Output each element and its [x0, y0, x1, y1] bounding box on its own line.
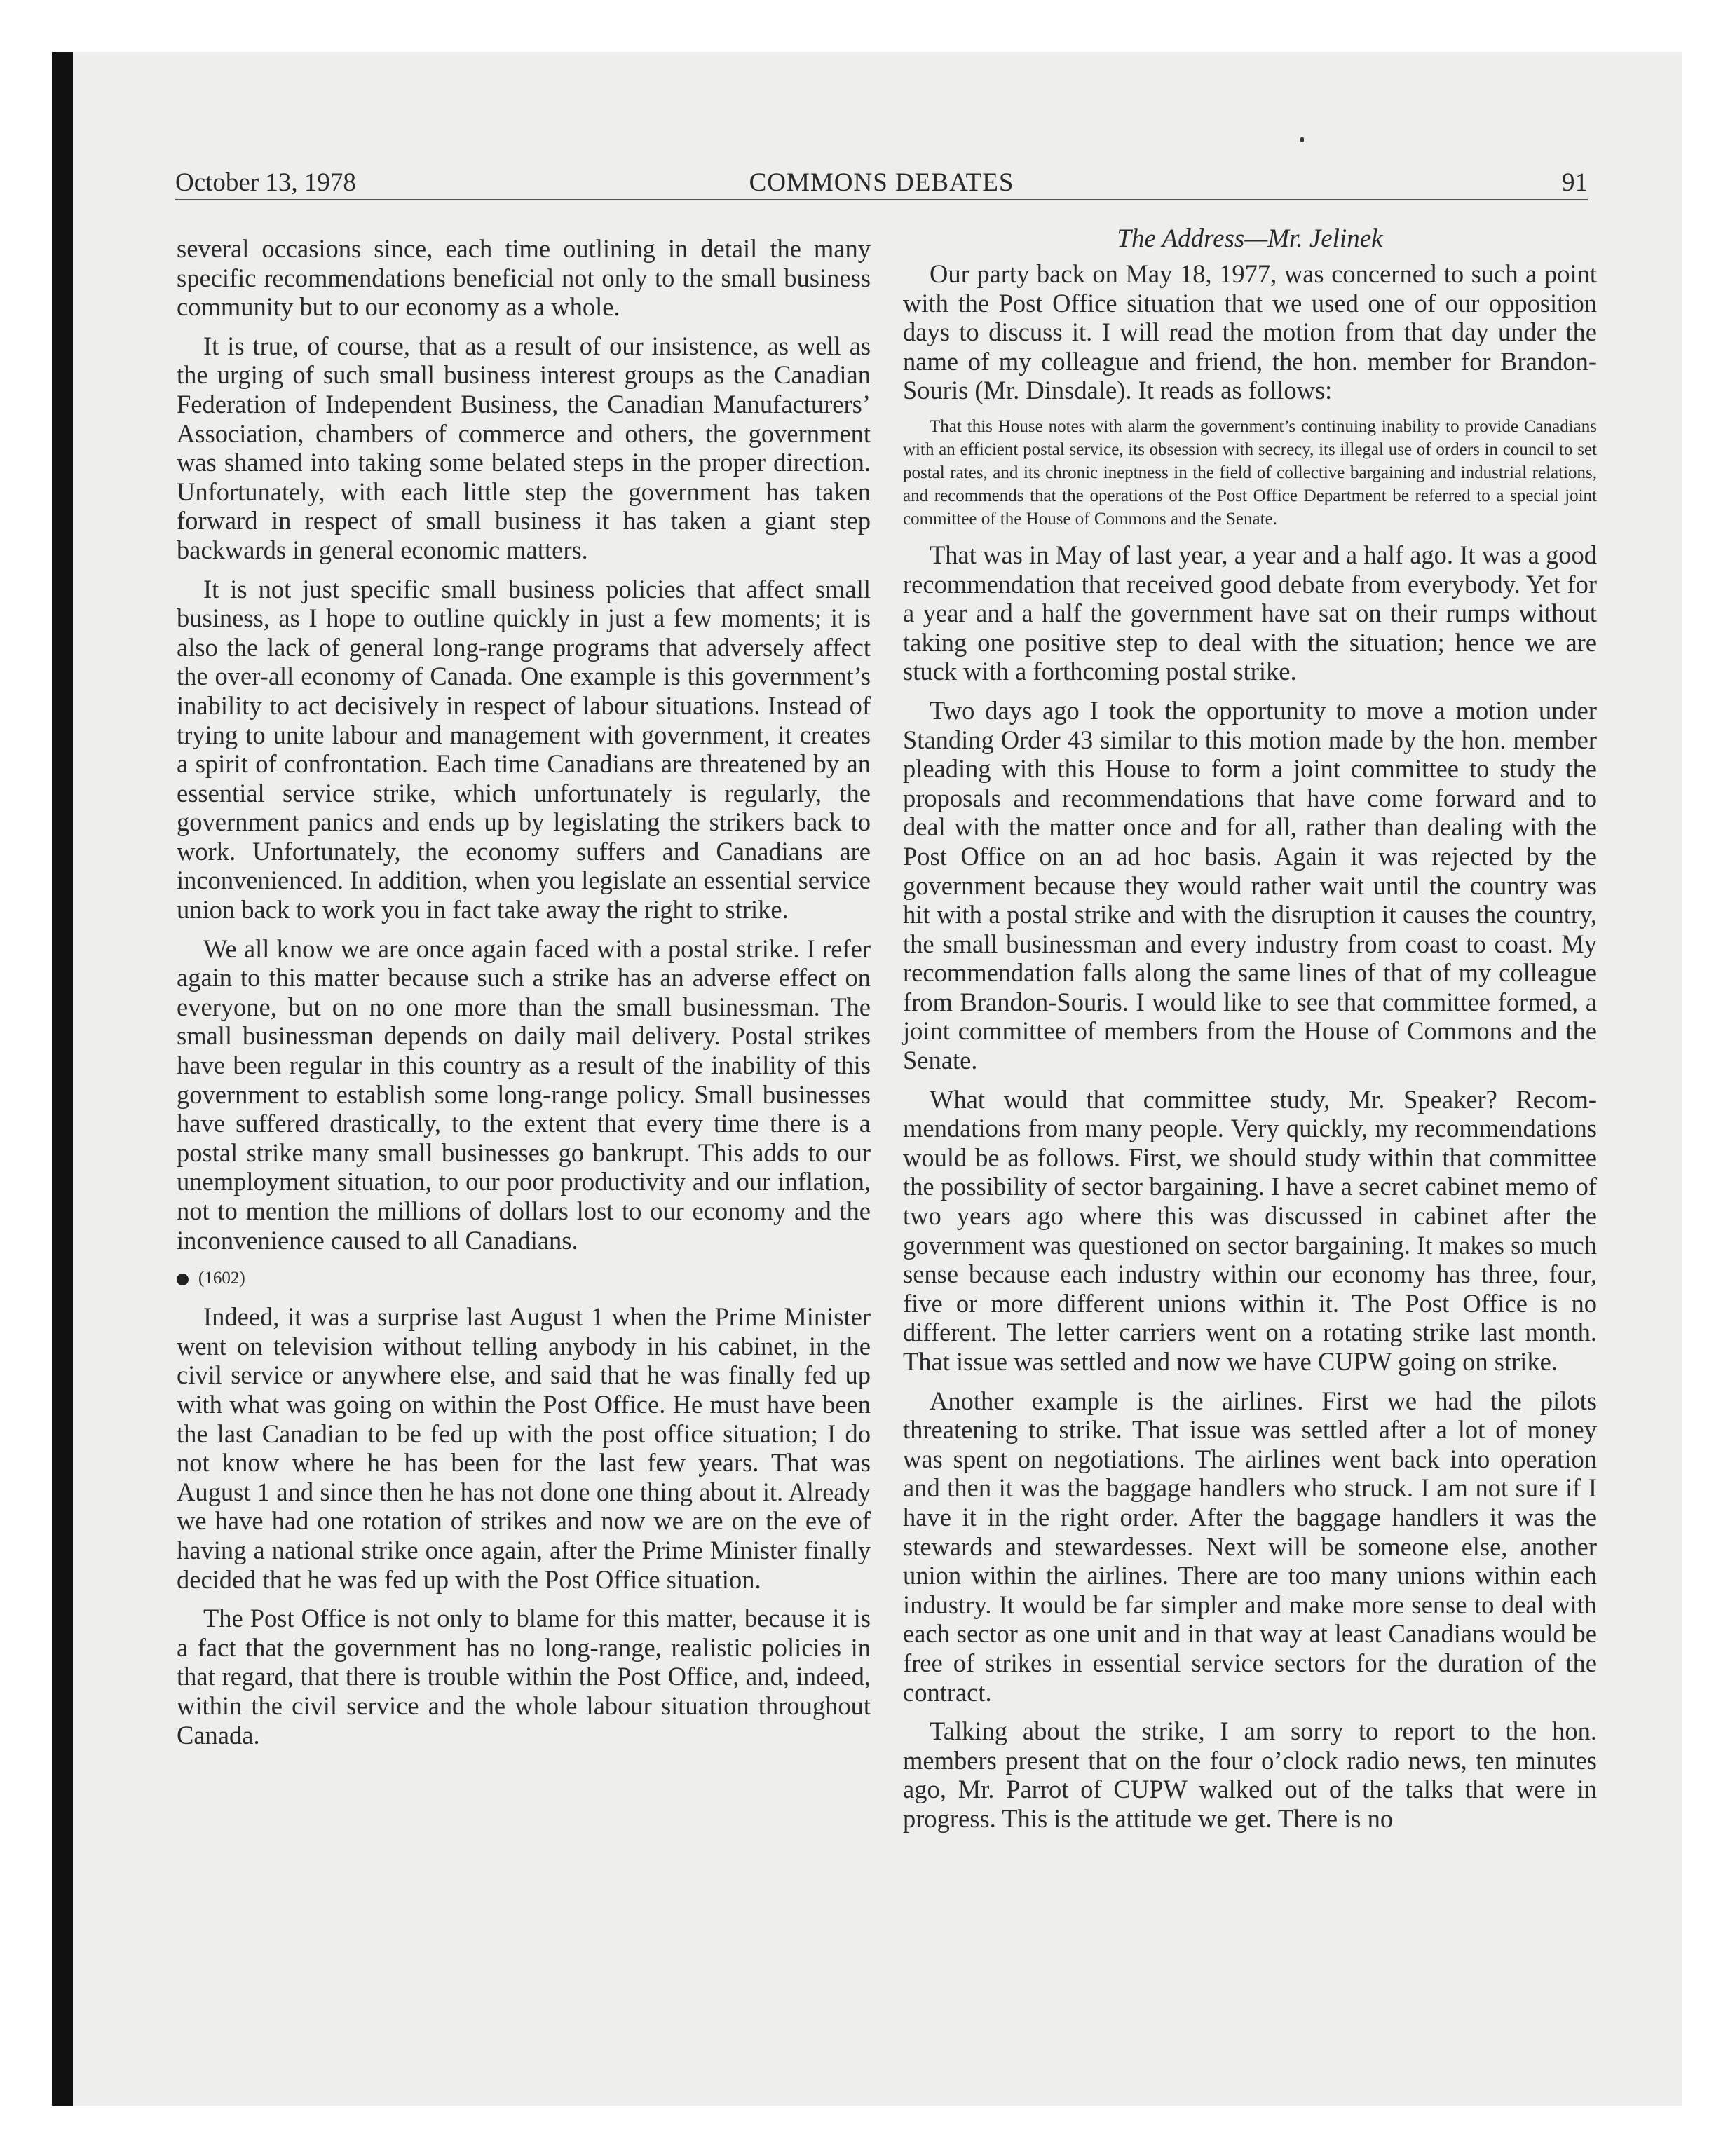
bullet-icon [177, 1274, 189, 1285]
running-header [175, 167, 1588, 200]
quoted-motion: That this House notes with alarm the government’s continuing inability to provide Canadians with an efficient postal service, its obsession with secrecy, its illegal use of orders in council to set postal rates, and its chronic ineptness in the field of collective bargaining and industrial relations, and recommends that the operations of the Post Office Department be referred to a special joint committee of the House of Commons and the Senate. [903, 416, 1597, 528]
paragraph: several occasions since, each time outlining in detail the many specific recommendations beneficial not only to the small business community but to our economy as a whole. [177, 234, 871, 322]
left-column [177, 234, 871, 1759]
paragraph: It is not just specific small business policies that affect small business, as I hope to outline quickly in just a few moments; it is also the lack of general long-range programs that adversely affect the over-all economy of Canada. One example is this government’s inability to act decisively in respect of labour situations. Instead of trying to unite labour and management with government, it creates a spirit of confrontation. Each time Canadians are threatened by an essential service strike, which unfortunately is regularly, the government panics and ends up by legislating the strikers back to work. Unfortunately, the economy suffers and Canadians are inconvenienced. In addition, when you legislate an essential service union back to work you in fact take away the right to strike. [177, 574, 871, 925]
paragraph: Two days ago I took the opportunity to move a motion under Standing Order 43 similar to this motion made by the hon. member pleading with this House to form a joint committee to study the proposals and recommendations that have come forward and to deal with the matter once and for all, rather than dealing with the Post Office on an ad hoc basis. Again it was rejected by the government because they would rather wait until the country was hit with a postal strike and with the disruption it causes the country, the small businessman and every industry from coast to coast. My recommendation falls along the same lines of that of my colleague from Brandon-Souris. I would like to see that committee formed, a joint committee of members from the House of Commons and the Senate. [903, 695, 1597, 1075]
paragraph: We all know we are once again faced with a postal strike. I refer again to this matter because such a strike has an adverse effect on everyone, but on no one more than the small businessman. The small businessman depends on daily mail delivery. Postal strikes have been regular in this country as a result of the inability of this government to establish some long-range policy. Small businesses have suffered drastically, to the extent that every time there is a postal strike many small businesses go bankrupt. This adds to our unemployment situation, to our poor productivity and our inflation, not to mention the millions of dollars lost to our economy and the inconvenience caused to all Canadians. [177, 934, 871, 1255]
paragraph: The Post Office is not only to blame for this matter, because it is a fact that the government has no long-range, realistic policies in that regard, that there is trouble within the Post Office, and, indeed, within the civil service and the whole labour situation throughout Canada. [177, 1604, 871, 1749]
header-date: October 13, 1978 [175, 168, 356, 197]
paragraph: That was in May of last year, a year and a half ago. It was a good recommendation that received good debate from everybody. Yet for a year and a half the government have sat on their rumps without taking one positive step to deal with the situation; hence we are stuck with a forthcoming postal strike. [903, 540, 1597, 686]
scan-speck [1300, 137, 1304, 142]
time-marker-text: (1602) [198, 1269, 245, 1288]
paragraph: Indeed, it was a surprise last August 1 when the Prime Minister went on television without telling anybody in his cabinet, in the civil service or anywhere else, and said that he was finally fed up with what was going on within the Post Office. He must have been the last Canadian to be fed up with the post office situation; I do not know where he has been for the last few years. That was August 1 and since then he has not done one thing about it. Already we have had one rotation of strikes and now we are on the eve of having a national strike once again, after the Prime Minister finally decided that he was fed up with the Post Office situation. [177, 1302, 871, 1594]
section-heading: The Address—Mr. Jelinek [1117, 224, 1383, 253]
page-number: 91 [1562, 168, 1588, 197]
paragraph: What would that committee study, Mr. Speaker? Recommendations from many people. Very quickly, my recommendations would be as follows. First, we should study within that committee the possibility of sector bargaining. I have a secret cabinet memo of two years ago where this was discussed in cabinet after the government was questioned on sector bargaining. It makes so much sense because each industry within our economy has three, four, five or more different unions within it. The Post Office is no different. The letter carriers went on a rotating strike last month. That issue was settled and now we have CUPW going on strike. [903, 1084, 1597, 1376]
right-column [903, 224, 1597, 1843]
paragraph: It is true, of course, that as a result of our insistence, as well as the urging of such small business interest groups as the Canadian Federation of Independent Business, the Canadian Manufacturers’ Association, chambers of commerce and others, the government was shamed into taking some belated steps in the proper direction. Unfortunately, with each little step the government has taken forward in respect of small business it has taken a giant step backwards in general economic matters. [177, 331, 871, 564]
scan-edge-shadow [52, 52, 73, 2106]
paragraph: Our party back on May 18, 1977, was concerned to such a point with the Post Office situation that we used one of our opposition days to discuss it. I will read the motion from that day under the name of my colleague and friend, the hon. member for Brandon-Souris (Mr. Dinsdale). It reads as follows: [903, 259, 1597, 405]
paragraph: Another example is the airlines. First we had the pilots threatening to strike. That issue was settled after a lot of money was spent on negotiations. The airlines went back into operation and then it was the baggage handlers who struck. I am not sure if I have it in the right order. After the baggage handlers it was the stewards and stewardesses. Next will be someone else, another union within the airlines. There are too many unions within each industry. It would be far simpler and make more sense to deal with each sector as one unit and in that way at least Canadians would be free of strikes in essential service sectors for the duration of the contract. [903, 1386, 1597, 1707]
time-marker [177, 1264, 871, 1292]
header-title: COMMONS DEBATES [749, 168, 1014, 197]
paragraph: Talking about the strike, I am sorry to report to the hon. members present that on the four o’clock radio news, ten minutes ago, Mr. Parrot of CUPW walked out of the talks that were in progress. This is the attitude we get. There is no [903, 1717, 1597, 1833]
